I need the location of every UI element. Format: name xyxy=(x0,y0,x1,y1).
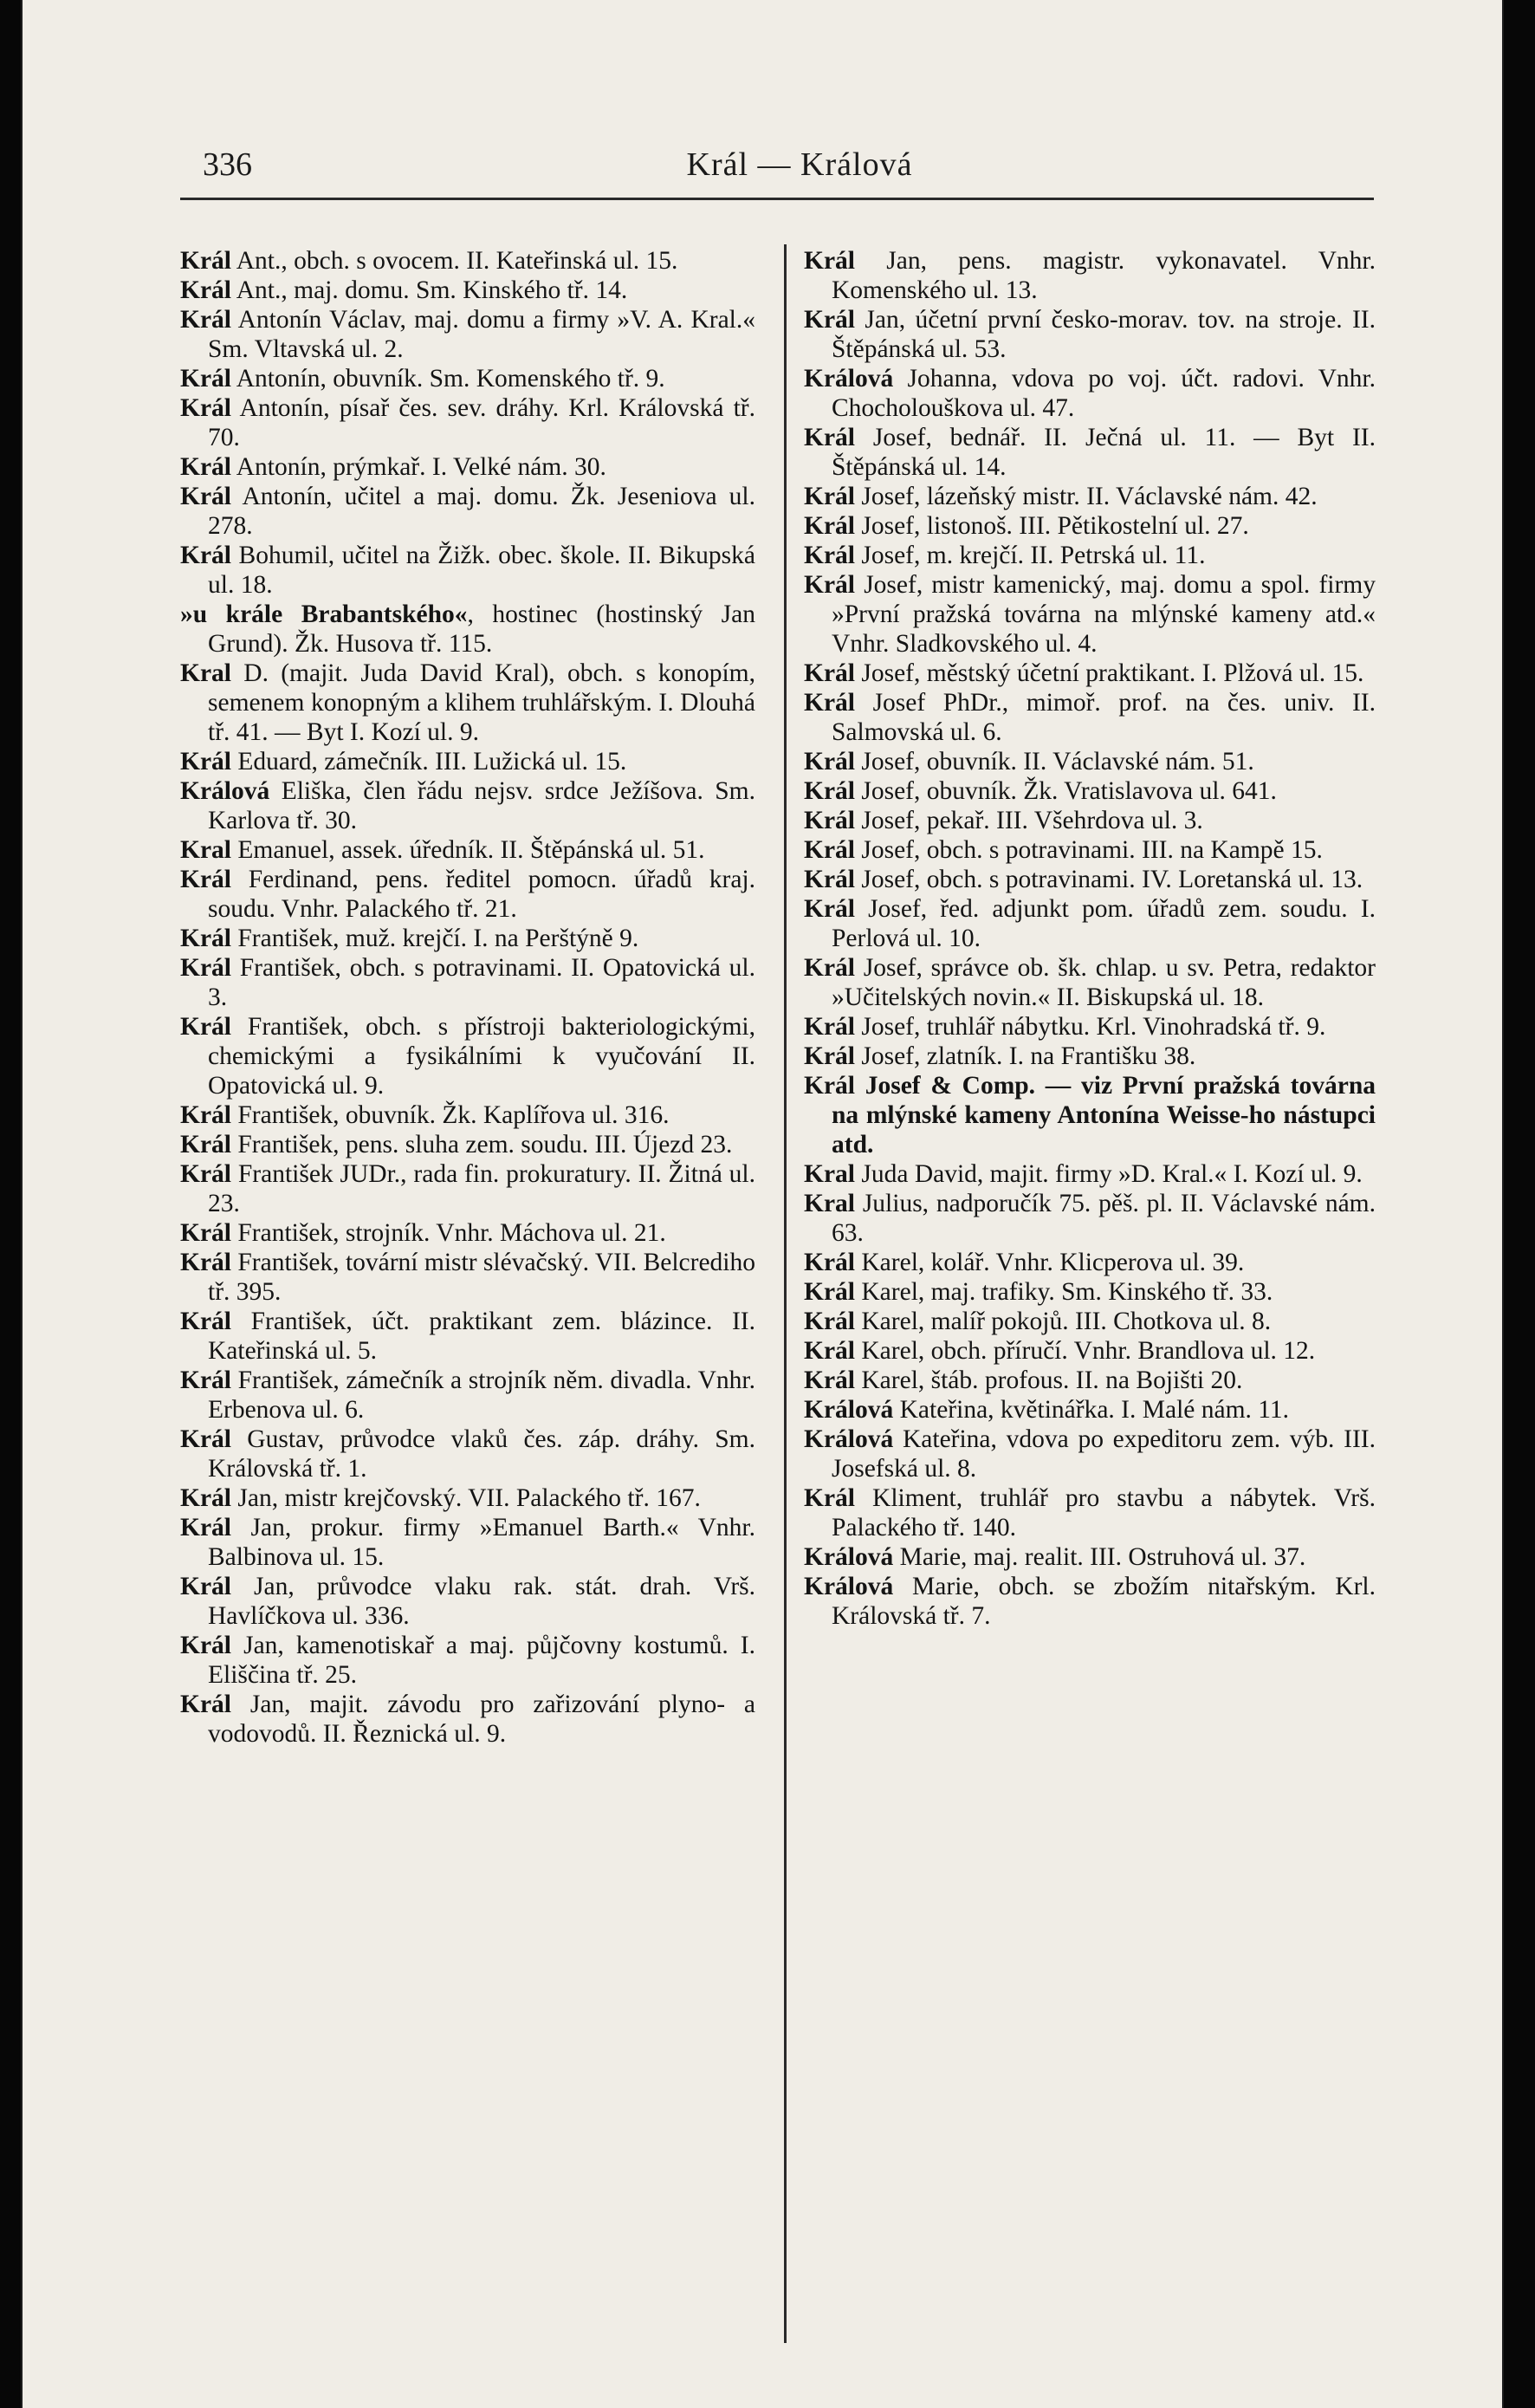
entry-name: Král xyxy=(180,1013,231,1041)
entry-name: Král xyxy=(180,276,231,304)
directory-entry xyxy=(804,1042,1376,1071)
entry-details: Josef, pekař. III. Všehrdova ul. 3. xyxy=(855,807,1203,834)
entry-name: Králová xyxy=(804,1396,894,1424)
entry-name: Králová xyxy=(804,365,894,393)
entry-name: Král xyxy=(804,483,855,510)
entry-details: Marie, obch. se zbožím nitařským. Krl. Královská tř. 7. xyxy=(832,1573,1376,1630)
directory-entry xyxy=(180,1690,755,1749)
entry-details: Gustav, průvodce vlaků čes. záp. dráhy. Sm. Královská tř. 1. xyxy=(208,1425,755,1483)
directory-entry xyxy=(804,482,1376,511)
page-number: 336 xyxy=(203,146,252,183)
directory-entry xyxy=(180,1130,755,1159)
entry-name: Král xyxy=(804,424,855,451)
entry-details: František, pens. sluha zem. soudu. III. Újezd 23. xyxy=(231,1131,733,1159)
entry-details: Josef, m. krejčí. II. Petrská ul. 11. xyxy=(855,542,1206,569)
entry-details: Antonín, písař čes. sev. dráhy. Krl. Královská tř. 70. xyxy=(208,394,755,451)
entry-name: Král xyxy=(804,954,855,982)
directory-entry xyxy=(804,894,1376,953)
entry-details: Juda David, majit. firmy »D. Kral.« I. Kozí ul. 9. xyxy=(855,1160,1363,1188)
directory-entry xyxy=(804,747,1376,776)
entry-details: Jan, účetní první česko-morav. tov. na stroje. II. Štěpánská ul. 53. xyxy=(832,306,1376,363)
entry-details: Eliška, člen řádu nejsv. srdce Ježíšova. Sm. Karlova tř. 30. xyxy=(208,777,755,834)
entry-details: Josef, obuvník. Žk. Vratislavova ul. 641. xyxy=(855,777,1277,805)
entry-details: Antonín, učitel a maj. domu. Žk. Jeseniova ul. 278. xyxy=(208,483,755,540)
directory-entry xyxy=(180,1425,755,1483)
entry-details: Karel, malíř pokojů. III. Chotkova ul. 8. xyxy=(855,1308,1272,1335)
entry-name: Král xyxy=(804,247,855,275)
entry-name: Kral xyxy=(180,836,231,864)
entry-details: František, účt. praktikant zem. blázince. II. Kateřinská ul. 5. xyxy=(208,1308,755,1365)
entry-details: Josef, zlatník. I. na Františku 38. xyxy=(855,1042,1196,1070)
entry-details: František JUDr., rada fin. prokuratury. II. Žitná ul. 23. xyxy=(208,1160,755,1217)
entry-details: Josef, lázeňský mistr. II. Václavské nám. 42. xyxy=(855,483,1318,510)
directory-entry xyxy=(804,1366,1376,1395)
directory-entry xyxy=(804,1248,1376,1277)
directory-entry xyxy=(180,364,755,393)
entry-name: »u krále Brabantského« xyxy=(180,600,468,628)
entry-name: Král xyxy=(180,1514,231,1542)
entry-name: Král xyxy=(804,1366,855,1394)
directory-entry xyxy=(804,659,1376,688)
directory-entry xyxy=(804,1425,1376,1483)
entry-name: Král xyxy=(180,542,231,569)
entry-details: Josef, městský účetní praktikant. I. Plžová ul. 15. xyxy=(855,659,1364,687)
entry-details: František, obuvník. Žk. Kaplířova ul. 316. xyxy=(231,1101,670,1129)
entry-name: Král xyxy=(180,483,231,510)
entry-details: Ferdinand, pens. ředitel pomocn. úřadů kraj. soudu. Vnhr. Palackého tř. 21. xyxy=(208,866,755,923)
entry-name: Král xyxy=(180,306,231,334)
directory-entry xyxy=(804,1542,1376,1572)
entry-name: Král xyxy=(180,1249,231,1276)
entry-details: Johanna, vdova po voj. účt. radovi. Vnhr. Chocholouškova ul. 47. xyxy=(832,365,1376,422)
entry-details: Josef, listonoš. III. Pětikostelní ul. 27. xyxy=(855,512,1249,540)
entry-details: Josef, truhlář nábytku. Krl. Vinohradská tř. 9. xyxy=(855,1013,1326,1041)
directory-entry xyxy=(804,305,1376,364)
entry-details: Karel, štáb. profous. II. na Bojišti 20. xyxy=(855,1366,1243,1394)
entry-details: František, tovární mistr slévačský. VII. Belcrediho tř. 395. xyxy=(208,1249,755,1306)
right-column xyxy=(804,246,1376,1631)
directory-entry xyxy=(804,511,1376,541)
entry-details: Josef, mistr kamenický, maj. domu a spol. firmy »První pražská továrna na mlýnské kameny atd.« Vnhr. Sladkovského ul. 4. xyxy=(832,571,1376,658)
directory-entry xyxy=(804,806,1376,835)
directory-entry xyxy=(180,659,755,747)
directory-entry xyxy=(804,1189,1376,1248)
entry-name: Král xyxy=(180,1308,231,1335)
directory-entry xyxy=(180,1513,755,1572)
entry-details: Karel, maj. trafiky. Sm. Kinského tř. 33. xyxy=(855,1278,1273,1306)
entry-name: Král xyxy=(180,1632,231,1659)
entry-name: Král xyxy=(180,1101,231,1129)
directory-entry xyxy=(804,1572,1376,1631)
entry-details: Emanuel, assek. úředník. II. Štěpánská ul. 51. xyxy=(231,836,705,864)
entry-details: Josef, správce ob. šk. chlap. u sv. Petra, redaktor »Učitelských novin.« II. Biskupská ul. 18. xyxy=(832,954,1376,1011)
directory-entry xyxy=(180,452,755,482)
entry-name: Král xyxy=(180,1691,231,1718)
entry-name: Král xyxy=(804,777,855,805)
entry-details: František, obch. s potravinami. II. Opatovická ul. 3. xyxy=(208,954,755,1011)
page-header xyxy=(203,146,1396,198)
directory-entry xyxy=(804,570,1376,659)
directory-entry xyxy=(180,600,755,659)
entry-name: Král xyxy=(804,1042,855,1070)
entry-name: Král xyxy=(180,748,231,776)
directory-entry xyxy=(180,1218,755,1248)
entry-name: Král Josef & Comp. — viz První pražská továrna na mlýnské kameny Antonína Weisse-ho nástupci atd. xyxy=(804,1072,1376,1159)
entry-details: Kliment, truhlář pro stavbu a nábytek. Vrš. Palackého tř. 140. xyxy=(832,1484,1376,1542)
directory-entry xyxy=(804,1012,1376,1042)
entry-name: Králová xyxy=(804,1573,894,1600)
entry-name: Král xyxy=(804,748,855,776)
entry-name: Král xyxy=(180,453,231,481)
entry-name: Král xyxy=(180,1425,231,1453)
entry-name: Král xyxy=(804,571,855,599)
entry-name: Král xyxy=(804,659,855,687)
entry-details: Karel, kolář. Vnhr. Klicperova ul. 39. xyxy=(855,1249,1245,1276)
entry-name: Král xyxy=(804,306,855,334)
entry-name: Král xyxy=(180,1219,231,1247)
directory-entry xyxy=(804,246,1376,305)
entry-details: Antonín Václav, maj. domu a firmy »V. A. Kral.« Sm. Vltavská ul. 2. xyxy=(208,306,755,363)
directory-entry xyxy=(804,865,1376,894)
entry-details: Josef, obuvník. II. Václavské nám. 51. xyxy=(855,748,1254,776)
directory-entry xyxy=(180,924,755,953)
left-column xyxy=(180,246,755,1749)
directory-entry xyxy=(180,1572,755,1631)
entry-name: Král xyxy=(804,1308,855,1335)
directory-entry xyxy=(804,953,1376,1012)
directory-entry xyxy=(180,747,755,776)
entry-details: Jan, prokur. firmy »Emanuel Barth.« Vnhr. Balbinova ul. 15. xyxy=(208,1514,755,1571)
directory-entry xyxy=(180,1631,755,1690)
entry-details: František, muž. krejčí. I. na Perštýně 9. xyxy=(231,925,639,952)
entry-name: Král xyxy=(804,1249,855,1276)
entry-name: Král xyxy=(180,866,231,893)
entry-details: Antonín, prýmkař. I. Velké nám. 30. xyxy=(231,453,606,481)
entry-details: Bohumil, učitel na Žižk. obec. škole. II. Bikupská ul. 18. xyxy=(208,542,755,599)
entry-details: Jan, pens. magistr. vykonavatel. Vnhr. Komenského ul. 13. xyxy=(832,247,1376,304)
entry-details: Josef, řed. adjunkt pom. úřadů zem. soudu. I. Perlová ul. 10. xyxy=(832,895,1376,952)
entry-name: Král xyxy=(180,925,231,952)
directory-entry xyxy=(804,1395,1376,1425)
directory-entry xyxy=(180,1012,755,1100)
entry-details: Jan, mistr krejčovský. VII. Palackého tř. 167. xyxy=(231,1484,701,1512)
directory-entry xyxy=(804,1483,1376,1542)
entry-details: Julius, nadporučík 75. pěš. pl. II. Václavské nám. 63. xyxy=(832,1190,1376,1247)
directory-entry xyxy=(180,482,755,541)
directory-entry xyxy=(180,1100,755,1130)
directory-entry xyxy=(180,865,755,924)
directory-entry xyxy=(804,835,1376,865)
entry-name: Král xyxy=(804,895,855,923)
directory-entry xyxy=(804,1277,1376,1307)
entry-name: Král xyxy=(180,1160,231,1188)
entry-name: Král xyxy=(804,807,855,834)
directory-entry xyxy=(180,393,755,452)
entry-details: Kateřina, květinářka. I. Malé nám. 11. xyxy=(893,1396,1290,1424)
directory-entry xyxy=(180,541,755,600)
entry-details: Josef, obch. s potravinami. IV. Loretanská ul. 13. xyxy=(855,866,1363,893)
directory-entry xyxy=(804,776,1376,806)
entry-name: Král xyxy=(804,836,855,864)
entry-name: Král xyxy=(804,1337,855,1365)
entry-name: Král xyxy=(804,512,855,540)
entry-details: František, obch. s přístroji bakteriologickými, chemickými a fysikálními k vyučování II. Opatovická ul. 9. xyxy=(208,1013,755,1100)
entry-name: Král xyxy=(180,247,231,275)
entry-name: Král xyxy=(804,1278,855,1306)
entry-details: Josef, obch. s potravinami. III. na Kampě 15. xyxy=(855,836,1323,864)
entry-details: Josef, bednář. II. Ječná ul. 11. — Byt II. Štěpánská ul. 14. xyxy=(832,424,1376,481)
entry-details: Jan, majit. závodu pro zařizování plyno- a vodovodů. II. Řeznická ul. 9. xyxy=(208,1691,755,1748)
entry-name: Král xyxy=(180,1131,231,1159)
directory-entry xyxy=(804,1336,1376,1366)
directory-entry xyxy=(804,1159,1376,1189)
directory-entry xyxy=(804,1071,1376,1159)
directory-entry xyxy=(180,1159,755,1218)
entry-name: Kral xyxy=(804,1160,855,1188)
directory-entry xyxy=(804,423,1376,482)
directory-entry xyxy=(180,1307,755,1366)
entry-details: Josef PhDr., mimoř. prof. na čes. univ. II. Salmovská ul. 6. xyxy=(832,689,1376,746)
entry-details: Jan, průvodce vlaku rak. stát. drah. Vrš. Havlíčkova ul. 336. xyxy=(208,1573,755,1630)
directory-entry xyxy=(804,688,1376,747)
entry-name: Král xyxy=(180,954,231,982)
entry-details: Ant., maj. domu. Sm. Kinského tř. 14. xyxy=(231,276,628,304)
directory-entry xyxy=(180,953,755,1012)
entry-name: Kral xyxy=(804,1190,855,1217)
entry-details: Karel, obch. příručí. Vnhr. Brandlova ul. 12. xyxy=(855,1337,1316,1365)
entry-name: Králová xyxy=(804,1425,894,1453)
entry-details: František, strojník. Vnhr. Máchova ul. 21. xyxy=(231,1219,666,1247)
directory-entry xyxy=(180,276,755,305)
directory-entry xyxy=(180,305,755,364)
entry-name: Král xyxy=(180,1366,231,1394)
entry-details: , hostinec (hostinský Jan Grund). Žk. Husova tř. 115. xyxy=(208,600,755,658)
entry-name: Král xyxy=(804,542,855,569)
entry-name: Král xyxy=(180,365,231,393)
entry-details: Kateřina, vdova po expeditoru zem. výb. III. Josefská ul. 8. xyxy=(832,1425,1376,1483)
entry-name: Králová xyxy=(180,777,270,805)
entry-name: Král xyxy=(804,689,855,717)
entry-name: Kral xyxy=(180,659,231,687)
directory-entry xyxy=(804,541,1376,570)
entry-details: Ant., obch. s ovocem. II. Kateřinská ul. 15. xyxy=(231,247,678,275)
directory-entry xyxy=(180,835,755,865)
entry-details: Marie, maj. realit. III. Ostruhová ul. 37. xyxy=(893,1543,1306,1571)
entry-details: František, zámečník a strojník něm. divadla. Vnhr. Erbenova ul. 6. xyxy=(208,1366,755,1424)
entry-name: Král xyxy=(804,1484,855,1512)
header-rule xyxy=(180,198,1374,200)
entry-name: Králová xyxy=(804,1543,894,1571)
directory-entry xyxy=(180,1366,755,1425)
running-head: Král — Králová xyxy=(686,146,913,183)
entry-details: Jan, kamenotiskař a maj. půjčovny kostumů. I. Eliščina tř. 25. xyxy=(208,1632,755,1689)
directory-entry xyxy=(804,364,1376,423)
entry-details: Antonín, obuvník. Sm. Komenského tř. 9. xyxy=(231,365,665,393)
directory-entry xyxy=(180,246,755,276)
entry-name: Král xyxy=(804,1013,855,1041)
directory-entry xyxy=(180,1483,755,1513)
entry-name: Král xyxy=(180,1573,231,1600)
directory-entry xyxy=(180,776,755,835)
entry-name: Král xyxy=(804,866,855,893)
directory-entry xyxy=(804,1307,1376,1336)
column-divider xyxy=(784,244,787,2343)
entry-details: D. (majit. Juda David Kral), obch. s konopím, semenem konopným a klihem truhlářským. I. Dlouhá tř. 41. — Byt I. Kozí ul. 9. xyxy=(208,659,755,746)
directory-entry xyxy=(180,1248,755,1307)
entry-details: Eduard, zámečník. III. Lužická ul. 15. xyxy=(231,748,627,776)
entry-name: Král xyxy=(180,1484,231,1512)
entry-name: Král xyxy=(180,394,231,422)
